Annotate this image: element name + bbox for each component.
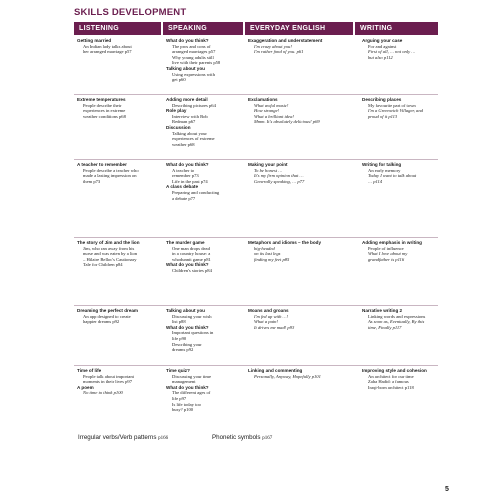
section-text: What a pain!: [254, 319, 278, 325]
section-heading: Time quiz?: [166, 368, 190, 373]
footer-phonetic-label: Phonetic symbols: [212, 434, 261, 441]
row-divider: [74, 94, 438, 95]
page-title: SKILLS DEVELOPMENT: [74, 7, 187, 18]
section-heading: Describing places: [362, 97, 402, 102]
section-heading: Time of life: [77, 368, 102, 373]
section-heading: What do you think?: [166, 162, 209, 167]
section-text: The different ages of: [172, 390, 211, 396]
section-text: An architect for our time: [368, 373, 414, 379]
section-heading: Exclamations: [248, 97, 278, 102]
section-text: People of influence: [368, 245, 404, 251]
skill-cell: [248, 368, 334, 379]
section-text: I'm fed up with …!: [254, 313, 289, 319]
section-text: Generally speaking, … p77: [254, 178, 305, 184]
section-text: I'm a Greenwich Villager, and: [368, 108, 423, 114]
section-heading: Discussion: [166, 124, 191, 130]
section-heading: Dreaming the perfect dream: [77, 308, 139, 313]
section-text: I'm rather fond of you. p61: [254, 49, 304, 55]
section-text: Interview with Bob: [172, 113, 208, 119]
section-text: Tale for Children p84: [83, 262, 123, 268]
section-text: life p90: [172, 335, 187, 341]
section-text: Preparing and conducting: [172, 189, 220, 195]
section-text: moments in their lives p97: [83, 379, 132, 385]
section-text: Why young adults still: [172, 54, 214, 60]
footer-irregular-label: Irregular verbs/Verb patterns: [78, 434, 157, 441]
row-divider: [74, 159, 438, 160]
section-heading: A class debate: [166, 184, 199, 190]
section-text: Iraqi-born architect p118: [368, 384, 414, 390]
section-heading: What do you think?: [166, 324, 209, 330]
section-text: An early memory: [368, 167, 401, 173]
section-text: Is life today too: [172, 401, 201, 407]
section-text: An app designed to create: [83, 313, 131, 319]
skill-cell: [77, 162, 163, 184]
section-heading: Exaggeration and understatement: [248, 38, 323, 43]
section-heading: Talking about you: [166, 65, 205, 71]
skill-cell: [77, 308, 163, 325]
section-text: big-headed: [254, 245, 275, 251]
skill-cell: [166, 240, 252, 274]
section-text: I'm crazy about you!: [254, 43, 292, 49]
section-text: weather conditions p68: [83, 113, 126, 119]
skill-cell: [77, 97, 163, 119]
section-text: First of all, … not only …: [368, 49, 416, 55]
section-text: experiences in extreme: [83, 108, 126, 114]
row-divider: [74, 237, 438, 238]
skill-cell: [77, 38, 163, 55]
section-text: My favourite part of town: [368, 102, 416, 108]
section-text: grandfather is p116: [368, 256, 405, 262]
skill-cell: [166, 97, 252, 147]
section-text: It drives me mad! p93: [254, 324, 295, 330]
section-text: An Indian lady talks about: [83, 43, 132, 49]
section-text: Important questions in: [172, 330, 214, 336]
skill-cell: [77, 240, 163, 268]
section-heading: Moans and groans: [248, 308, 289, 313]
section-heading: Adding more detail: [166, 97, 208, 102]
section-text: Describing pictures p64: [172, 102, 216, 108]
section-heading: A poem: [77, 384, 94, 390]
section-heading: Improving style and cohesion: [362, 368, 427, 373]
section-text: Mmm. It's absolutely delicious! p69: [254, 119, 320, 125]
skill-cell: [248, 162, 334, 184]
column-header-writing: WRITING: [360, 25, 393, 32]
section-text: Discussing your time: [172, 373, 212, 379]
section-text: Talking about your: [172, 130, 207, 136]
skill-cell: [362, 38, 448, 60]
section-text: time, Finally p117: [368, 324, 402, 330]
section-text: No time to think p100: [83, 390, 123, 396]
column-divider: [353, 22, 355, 35]
section-heading: The story of Jim and the lion: [77, 240, 140, 245]
skill-cell: [362, 97, 448, 119]
skill-cell: [77, 368, 163, 396]
skill-cell: [362, 368, 448, 390]
section-heading: What do you think?: [166, 262, 209, 268]
section-text: get p60: [172, 77, 186, 83]
section-text: arranged marriages p57: [172, 49, 216, 55]
section-text: People talk about important: [83, 373, 134, 379]
section-text: Redman p67: [172, 119, 196, 125]
section-text: busy? p100: [172, 407, 194, 413]
section-heading: Talking about you: [166, 308, 205, 313]
section-text: remember p73: [172, 173, 199, 179]
section-text: Children's stories p84: [172, 267, 212, 273]
section-text: It's my firm opinion that …: [254, 173, 304, 179]
section-text: Zaha Hadid: a famous: [368, 379, 409, 385]
section-heading: What do you think?: [166, 384, 209, 390]
section-heading: Arguing your case: [362, 38, 403, 43]
section-text: Today I want to talk about: [368, 173, 417, 179]
section-heading: Linking and commenting: [248, 368, 303, 373]
section-text: Personally, Anyway, Hopefully p101: [254, 373, 321, 379]
section-text: in a country house: a: [172, 251, 211, 257]
skill-cell: [362, 162, 448, 184]
skill-cell: [166, 308, 252, 353]
column-header-bar: [74, 22, 438, 35]
section-text: them p73: [83, 178, 101, 184]
column-header-everyday-english: EVERYDAY ENGLISH: [250, 25, 326, 32]
section-heading: Metaphors and idioms – the body: [248, 240, 321, 245]
section-text: Discussing your wish: [172, 313, 212, 319]
section-text: a debate p77: [172, 195, 196, 201]
section-text: One man drops dead: [172, 245, 210, 251]
section-heading: Role play: [166, 108, 187, 114]
section-text: Describing your: [172, 341, 202, 347]
section-text: What I love about my: [368, 251, 408, 257]
footer-irregular-verbs: [78, 434, 168, 441]
skill-cell: [248, 97, 334, 125]
column-header-listening: LISTENING: [79, 25, 120, 32]
page-number: 5: [445, 486, 449, 493]
section-heading: Extreme temperatures: [77, 97, 126, 102]
section-text: finding my feet p85: [254, 256, 290, 262]
section-text: management: [172, 379, 196, 385]
section-text: her arranged marriage p57: [83, 49, 132, 55]
section-text: What a brilliant idea!: [254, 113, 294, 119]
section-text: life p97: [172, 395, 187, 401]
section-text: People describe a teacher who: [83, 167, 139, 173]
column-divider: [161, 22, 163, 35]
skill-cell: [248, 308, 334, 330]
skill-cell: [362, 240, 448, 262]
section-text: Linking words and expressions: [368, 313, 426, 319]
section-text: The pros and cons of: [172, 43, 211, 49]
section-text: but also p112: [368, 54, 393, 60]
footer-irregular-page: p166: [158, 436, 169, 441]
section-text: on its last legs: [254, 251, 281, 257]
section-heading: A teacher to remember: [77, 162, 127, 167]
section-text: proud of it p113: [368, 113, 398, 119]
section-text: live with their parents p58: [172, 60, 221, 66]
section-text: What awful music!: [254, 102, 289, 108]
section-heading: Making your point: [248, 162, 288, 167]
section-text: whodunnit game p81: [172, 256, 211, 262]
column-divider: [243, 22, 245, 35]
section-text: To be honest …: [254, 167, 283, 173]
skill-cell: [166, 38, 252, 83]
section-text: Jim, who ran away from his: [83, 245, 135, 251]
section-heading: Narrative writing 2: [362, 308, 403, 313]
section-heading: The murder game: [166, 240, 205, 245]
section-text: experiences of extreme: [172, 136, 215, 142]
row-divider: [74, 305, 438, 306]
section-text: Life in the past p74: [172, 178, 208, 184]
section-text: happier dreams p92: [83, 319, 120, 325]
section-heading: Writing for talking: [362, 162, 402, 167]
section-heading: What do you think?: [166, 38, 209, 43]
footer-phonetic-page: p167: [262, 436, 273, 441]
section-text: Using expressions with: [172, 71, 215, 77]
section-text: dreams p92: [172, 347, 194, 353]
section-text: made a lasting impression on: [83, 173, 137, 179]
section-text: … p114: [368, 178, 383, 184]
row-divider: [74, 365, 438, 366]
section-text: weather p68: [172, 141, 195, 147]
section-text: A teacher to: [172, 167, 195, 173]
section-text: As soon as, Eventually, By this: [368, 319, 425, 325]
skill-cell: [248, 240, 334, 262]
skill-cell: [362, 308, 448, 330]
skill-cell: [166, 162, 252, 201]
section-text: list p88: [172, 319, 186, 325]
section-text: nurse and was eaten by a lion: [83, 251, 138, 257]
section-text: – Hilaire Belloc's Cautionary: [83, 256, 137, 262]
section-heading: Getting married: [77, 38, 112, 43]
skill-cell: [248, 38, 334, 55]
column-header-speaking: SPEAKING: [168, 25, 207, 32]
section-text: How strange!: [254, 108, 280, 114]
skill-cell: [166, 368, 252, 413]
section-heading: Adding emphasis in writing: [362, 240, 422, 245]
section-text: People describe their: [83, 102, 122, 108]
footer-phonetic-symbols: [212, 434, 272, 441]
section-text: For and against: [368, 43, 397, 49]
